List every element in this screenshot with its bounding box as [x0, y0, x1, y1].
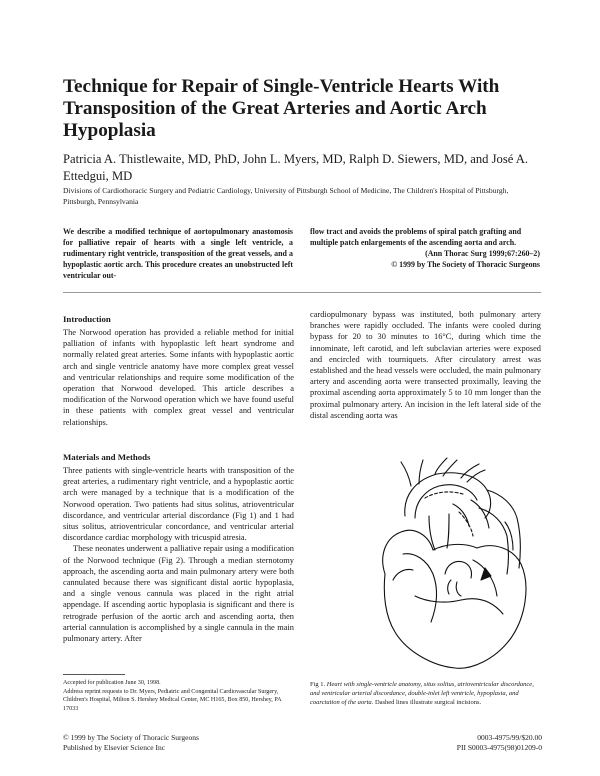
intro-heading: Introduction	[63, 314, 111, 324]
abstract-citation: (Ann Thorac Surg 1999;67:260–2)	[425, 249, 540, 258]
methods-section	[63, 452, 294, 644]
abstract-right	[310, 226, 540, 270]
caption-label: Fig 1.	[310, 681, 326, 688]
footnote-divider	[63, 674, 125, 675]
section-divider	[63, 292, 541, 293]
figure-caption	[310, 681, 541, 707]
right-column-text	[310, 309, 541, 421]
methods-heading: Materials and Methods	[63, 452, 151, 462]
footer-right	[320, 733, 542, 752]
footer-issn: 0003-4975/99/$20.00	[477, 733, 542, 742]
caption-text: Heart with single-ventricle anatomy, situs solitus, atrioventricular discordance, and ventricular arterial discordance, double-inlet left ventricle, hypoplasia, and coarctation of the aorta.	[310, 681, 534, 706]
footer-copyright: © 1999 by The Society of Thoracic Surgeons	[63, 733, 199, 742]
footnote-address: Address reprint requests to Dr. Myers, Pediatric and Congenital Cardiovascular Surgery, Children's Hospital, Milton S. Hershey Medical Center, MC H165, Box 850, Hershey, PA 17033	[63, 688, 282, 712]
abstract-copyright: © 1999 by The Society of Thoracic Surgeons	[391, 260, 540, 269]
abstract-right-text: flow tract and avoids the problems of spiral patch grafting and multiple patch enlargements of the ascending aorta and arch.	[310, 227, 522, 247]
methods-paragraph-1: Three patients with single-ventricle hearts with transposition of the great arteries, a rudimentary right ventricle, and a hypoplastic aortic arch were managed by a technique that is a modification of the Norwood operation. Two patients had situs solitus, atrioventricular discordance, and ventricular arterial discordance (Fig 1) and 1 had situs solitus, atrioventricular concordance, and ventricular arterial discordance cardiac morphology with tricuspid atresia.	[63, 466, 294, 543]
heart-illustration	[375, 456, 545, 676]
caption-note: Dashed lines illustrate surgical incisions.	[374, 698, 482, 706]
abstract-left: We describe a modified technique of aortopulmonary anastomosis for palliative repair of hearts with a single left ventricle, a rudimentary right ventricle, transposition of the great vessels, and a hypoplastic aortic arch. This procedure creates an unobstructed left ventricular out-	[63, 227, 293, 280]
article-title: Technique for Repair of Single-Ventricle Hearts With Transposition of the Great Arteries and Aortic Arch Hypoplasia	[63, 76, 500, 141]
footnote-accepted: Accepted for publication June 30, 1998.	[63, 680, 161, 686]
footer-publisher: Published by Elsevier Science Inc	[63, 742, 166, 752]
footnote	[63, 679, 294, 713]
footer-left	[63, 733, 303, 752]
intro-section	[63, 314, 294, 428]
footer-pii: PII S0003-4975(98)01209-0	[456, 742, 542, 752]
author-list: Patricia A. Thistlewaite, MD, PhD, John L. Myers, MD, Ralph D. Siewers, MD, and José A. Ettedgui, MD	[63, 152, 529, 183]
right-column-paragraph: cardiopulmonary bypass was instituted, both pulmonary artery branches were rapidly occluded. The infants were cooled during bypass for 20 to 30 minutes to 16°C, during which time the innominate, left carotid, and left subclavian arteries were exposed and encircled with tourniquets. After circulatory arrest was established and the head vessels were occluded, the main pulmonary artery and ascending aorta were transected proximally, leaving the proximal ascending aorta approximately 5 to 10 mm longer than the proximal pulmonary artery. An incision in the left lateral side of the distal ascending aorta was	[310, 310, 541, 420]
intro-paragraph: The Norwood operation has provided a reliable method for initial palliation of infants with hypoplastic left heart syndrome and normally related great arteries. Some infants with hypoplastic aortic arch and single ventricle anatomy have more complex great vessel and ventricular relationships and require some modification of the operation that Norwood developed. This article describes a modification of the Norwood operation which we have found useful in these patients with complex great vessel and ventricular relationships.	[63, 328, 294, 427]
methods-paragraph-2: These neonates underwent a palliative repair using a modification of the Norwood technique (Fig 2). Through a median sternotomy approach, the ascending aorta and main pulmonary artery were both cannulated because there was significant distal aortic hypoplasia, and a single venous cannula was placed in the right atrial appendage. If ascending aortic hypoplasia is significant and there is retrograde perfusion of the aortic arch and ascending aorta, then arterial cannulation is accomplished by a single cannula in the main pulmonary artery. After	[63, 544, 294, 644]
affiliation: Divisions of Cardiothoracic Surgery and Pediatric Cardiology, University of Pittsburgh School of Medicine, The Children's Hospital of Pittsburgh, Pittsburgh, Pennsylvania	[63, 186, 509, 206]
